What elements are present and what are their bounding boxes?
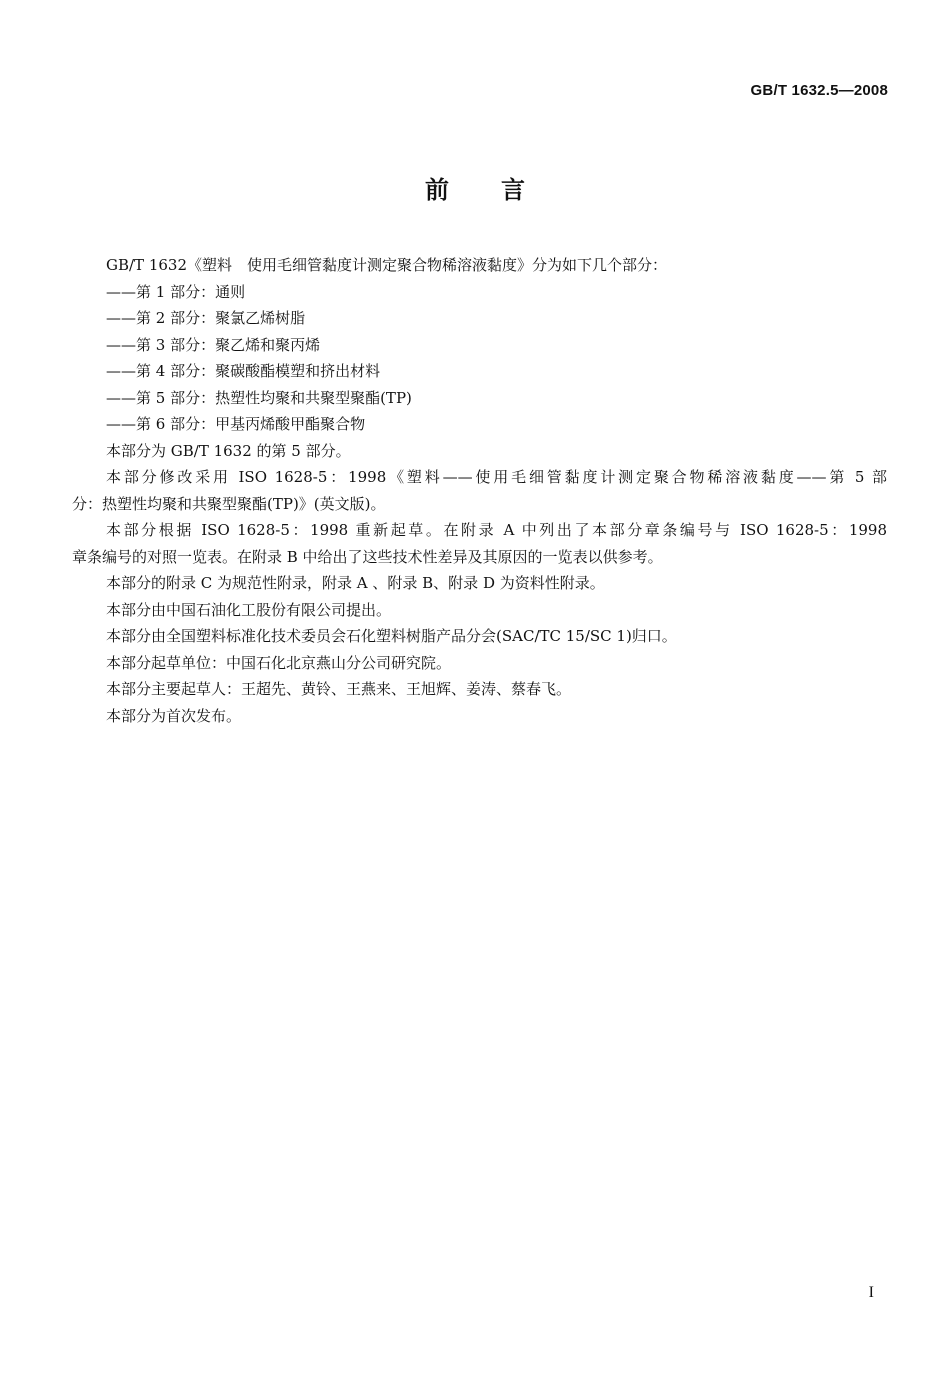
part-list-item-4: ——第 4 部分：聚碳酸酯模塑和挤出材料 [106,362,381,380]
adoption-paragraph-line-1: 本部分修改采用 ISO 1628-5：1998《塑料——使用毛细管黏度计测定聚合物稀溶液黏度——第 5 部 [106,468,887,486]
foreword-body [72,252,887,729]
drafting-unit-paragraph: 本部分起草单位：中国石化北京燕山分公司研究院。 [106,653,452,672]
part-list-item-5: ——第 5 部分：热塑性均聚和共聚型聚酯(TP) [106,388,412,407]
part-list-item-2: ——第 2 部分：聚氯乙烯树脂 [106,309,306,327]
committee-paragraph: 本部分由全国塑料标准化技术委员会石化塑料树脂产品分会(SAC/TC 15/SC 1)归口。 [106,627,677,645]
page-number: I [868,1284,874,1301]
drafters-paragraph: 本部分主要起草人：王超先、黄铃、王燕来、王旭辉、姜涛、蔡春飞。 [106,680,572,698]
redraft-paragraph-line-2: 章条编号的对照一览表。在附录 B 中给出了这些技术性差异及其原因的一览表以供参考。 [72,547,663,566]
annexes-paragraph: 本部分的附录 C 为规范性附录，附录 A 、附录 B、附录 D 为资料性附录。 [106,574,605,592]
page-title: 前言 [425,176,577,204]
redraft-paragraph-line-1: 本部分根据 ISO 1628-5：1998 重新起草。在附录 A 中列出了本部分章条编号与 ISO 1628-5：1998 [106,521,887,539]
part-list-item-6: ——第 6 部分：甲基丙烯酸甲酯聚合物 [106,415,366,433]
intro-paragraph: GB/T 1632《塑料 使用毛细管黏度计测定聚合物稀溶液黏度》分为如下几个部分： [106,256,668,274]
proposer-paragraph: 本部分由中国石油化工股份有限公司提出。 [106,600,392,619]
first-issue-paragraph: 本部分为首次发布。 [106,706,242,725]
part-list-item-1: ——第 1 部分：通则 [106,282,246,301]
part-statement: 本部分为 GB/T 1632 的第 5 部分。 [106,441,351,460]
part-list-item-3: ——第 3 部分：聚乙烯和聚丙烯 [106,335,321,354]
standard-code-header: GB/T 1632.5—2008 [750,82,888,99]
adoption-paragraph-line-2: 分：热塑性均聚和共聚型聚酯(TP)》(英文版)。 [72,494,386,513]
